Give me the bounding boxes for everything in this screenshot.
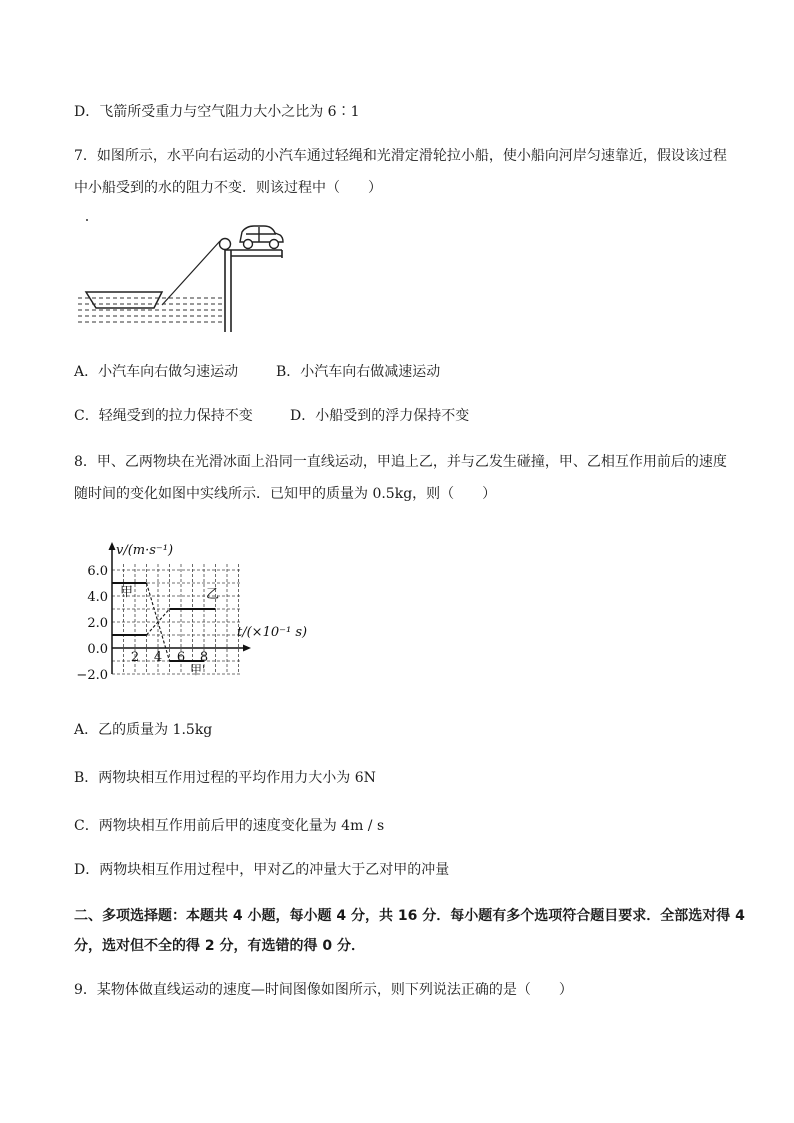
q8-y-tick: 6.0 — [87, 564, 108, 579]
q7-rope — [162, 241, 220, 305]
q7-option-d: D．小船受到的浮力保持不变 — [290, 408, 470, 424]
q7-stem-line2: 中小船受到的水的阻力不变．则该过程中（ ） — [74, 180, 382, 196]
q8-stem-line2: 随时间的变化如图中实线所示．已知甲的质量为 0.5kg，则（ ） — [74, 486, 497, 502]
q7-option-c: C．轻绳受到的拉力保持不变 — [74, 408, 253, 424]
car-icon — [240, 226, 283, 249]
q8-option-d: D．两物块相互作用过程中，甲对乙的冲量大于乙对甲的冲量 — [74, 862, 450, 878]
pulley-icon — [220, 239, 231, 250]
q8-velocity-time-graph — [74, 534, 324, 684]
boat-icon — [86, 292, 162, 308]
q8-option-c: C．两物块相互作用前后甲的速度变化量为 4m / s — [74, 818, 385, 834]
q7-stem-line1: 7．如图所示，水平向右运动的小汽车通过轻绳和光滑定滑轮拉小船，使小船向河岸匀速靠近，假设该过程 — [74, 148, 727, 164]
q8-y-tick: −2.0 — [76, 668, 108, 683]
q7-bank — [225, 250, 282, 332]
q8-y-tick: 4.0 — [87, 590, 108, 605]
q8-x-tick: 6 — [176, 650, 186, 665]
q8-label-yi-after: 乙 — [206, 587, 220, 602]
q7-option-b: B．小汽车向右做减速运动 — [276, 364, 441, 380]
q6-option-d: D．飞箭所受重力与空气阻力大小之比为 6∶1 — [74, 104, 360, 120]
q8-option-b: B．两物块相互作用过程的平均作用力大小为 6N — [74, 770, 376, 786]
q8-label-jia-before: 甲 — [120, 585, 134, 600]
q8-x-tick: 2 — [130, 650, 140, 665]
q8-x-axis-label: t/(×10⁻¹ s) — [237, 625, 308, 640]
q9-stem: 9．某物体做直线运动的速度—时间图像如图所示，则下列说法正确的是（ ） — [74, 982, 573, 998]
section2-heading-line1: 二、多项选择题：本题共 4 小题，每小题 4 分，共 16 分．每小题有多个选项符合题目要求．全部选对得 4 — [74, 908, 745, 924]
section2-heading-line2: 分，选对但不全的得 2 分，有选错的得 0 分． — [74, 938, 365, 954]
q7-figure-boat-car-pulley — [74, 214, 294, 339]
q7-option-a: A．小汽车向右做匀速运动 — [74, 364, 239, 380]
q8-y-tick: 2.0 — [87, 616, 108, 631]
q8-y-axis-label: v/(m·s⁻¹) — [116, 543, 174, 558]
q8-x-tick: 8 — [199, 650, 209, 665]
q8-x-tick: 4 — [153, 650, 163, 665]
q8-stem-line1: 8．甲、乙两物块在光滑冰面上沿同一直线运动，甲追上乙，并与乙发生碰撞，甲、乙相互作用前后的速度 — [74, 454, 727, 470]
q8-option-a: A．乙的质量为 1.5kg — [74, 722, 213, 738]
q7-figure-mark — [86, 219, 88, 221]
q8-y-tick: 0.0 — [87, 642, 108, 657]
q8-label-jia-after: 甲' — [190, 663, 206, 677]
